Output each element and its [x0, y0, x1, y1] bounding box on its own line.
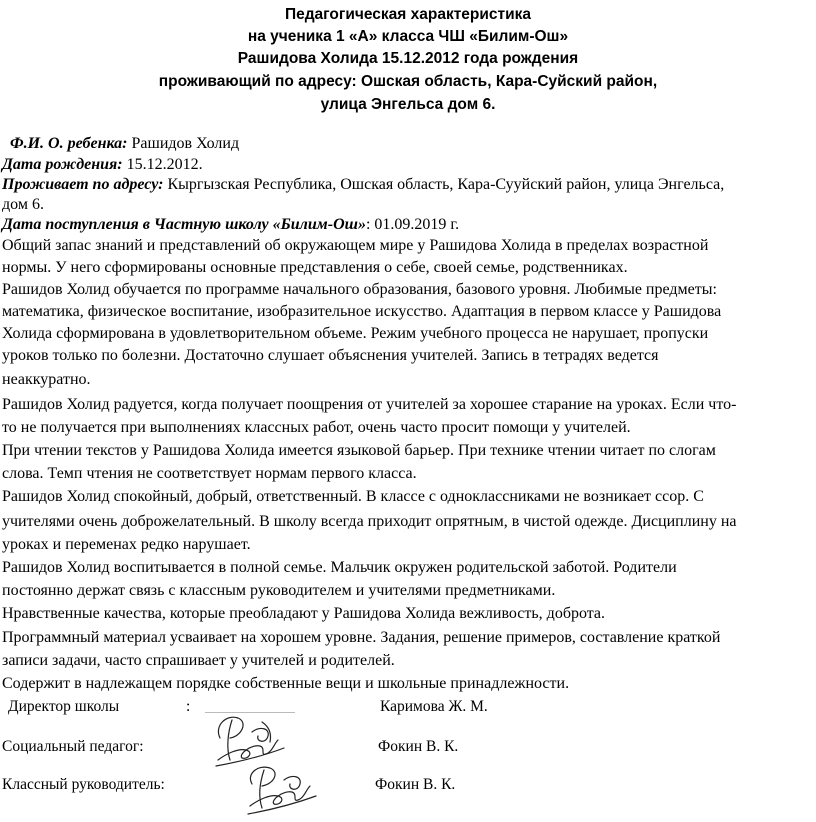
- body-line: уроков только по болезни. Достаточно слушает объяснения учителей. Запись в тетрадях ведется: [2, 347, 659, 364]
- body-line: Нравственные качества, которые преобладают у Рашидова Холида вежливость, доброта.: [2, 605, 606, 622]
- fio-label: Ф.И. О. ребенка:: [10, 135, 128, 152]
- birth-value: 15.12.2012.: [122, 156, 203, 173]
- info-fio: [10, 134, 239, 154]
- signature-image: [238, 760, 318, 820]
- birth-label: Дата рождения:: [2, 156, 123, 173]
- social-pedagogue-role: Социальный педагог:: [2, 738, 144, 755]
- admission-value: : 01.09.2019 г.: [365, 216, 460, 233]
- body-line: постоянно держат связь с классным руководителем и учителями предметниками.: [2, 582, 556, 599]
- body-line: учителями очень доброжелательный. В школу всегда приходит опрятным, в чистой одежде. Дисциплину на: [2, 513, 737, 530]
- info-birth: [2, 155, 203, 175]
- admission-label: Дата поступления в Частную школу «Билим-Ош»: [2, 216, 366, 233]
- body-line: математика, физическое воспитание, изобразительное искусство. Адаптация в первом классе у Рашидова: [2, 303, 722, 320]
- director-colon: :: [186, 698, 191, 715]
- body-line: нормы. У него сформированы основные представления о себе, своей семье, родственниках.: [2, 259, 628, 276]
- body-line: Содержит в надлежащем порядке собственные вещи и школьные принадлежности.: [2, 675, 570, 692]
- body-line: Рашидов Холид обучается по программе начального образования, базового уровня. Любимые предметы:: [2, 281, 717, 298]
- body-line: то не получается при выполнениях классных работ, очень часто просит помощи у учителей.: [2, 419, 631, 436]
- address-value: Кыргызская Республика, Ошская область, Кара-Сууйский район, улица Энгельса,: [163, 176, 725, 193]
- doc-subtitle-student: Рашидова Холида 15.12.2012 года рождения: [237, 50, 579, 67]
- body-line: Рашидов Холид воспитывается в полной семье. Мальчик окружен родительской заботой. Родители: [2, 559, 677, 576]
- body-line: записи задачи, часто спрашивает у учителей и родителей.: [2, 652, 395, 669]
- body-line: Общий запас знаний и представлений об окружающем мире у Рашидова Холида в пределах возрастной: [2, 237, 709, 254]
- body-line: неаккуратно.: [2, 371, 91, 388]
- class-teacher-name: Фокин В. К.: [375, 776, 456, 793]
- doc-subtitle-address: проживающий по адресу: Ошская область, Кара-Суйский район,: [158, 73, 658, 90]
- fio-value: Рашидов Холид: [127, 135, 240, 152]
- body-line: Рашидов Холид спокойный, добрый, ответственный. В классе с одноклассниками не возникает ссор. С: [2, 488, 704, 505]
- body-line: Холида сформирована в удовлетворительном объеме. Режим учебного процесса не нарушает, пропуски: [2, 325, 709, 342]
- doc-subtitle-class: на ученика 1 «А» класса ЧШ «Билим-Ош»: [247, 28, 569, 45]
- doc-title: Педагогическая характеристика: [284, 6, 532, 23]
- social-pedagogue-name: Фокин В. К.: [378, 738, 459, 755]
- body-line: уроках и переменах редко нарушает.: [2, 536, 251, 553]
- body-line: Рашидов Холид радуется, когда получает поощрения от учителей за хорошее старание на уроках. Если что-: [2, 396, 737, 413]
- info-admission: [2, 215, 459, 235]
- doc-subtitle-street: улица Энгельса дом 6.: [320, 96, 496, 113]
- address-label: Проживает по адресу:: [2, 176, 164, 193]
- body-line: слова. Темп чтения не соответствует нормам первого класса.: [2, 465, 417, 482]
- class-teacher-role: Классный руководитель:: [2, 776, 165, 793]
- info-address: [2, 175, 724, 195]
- director-role: Директор школы: [8, 698, 120, 715]
- info-address-cont: дом 6.: [2, 196, 44, 213]
- body-line: При чтении текстов у Рашидова Холида имеется языковой барьер. При технике чтении читает по слогам: [2, 442, 716, 459]
- director-name: Каримова Ж. М.: [380, 698, 488, 715]
- body-line: Программный материал усваивает на хорошем уровне. Задания, решение примеров, составление краткой: [2, 629, 721, 646]
